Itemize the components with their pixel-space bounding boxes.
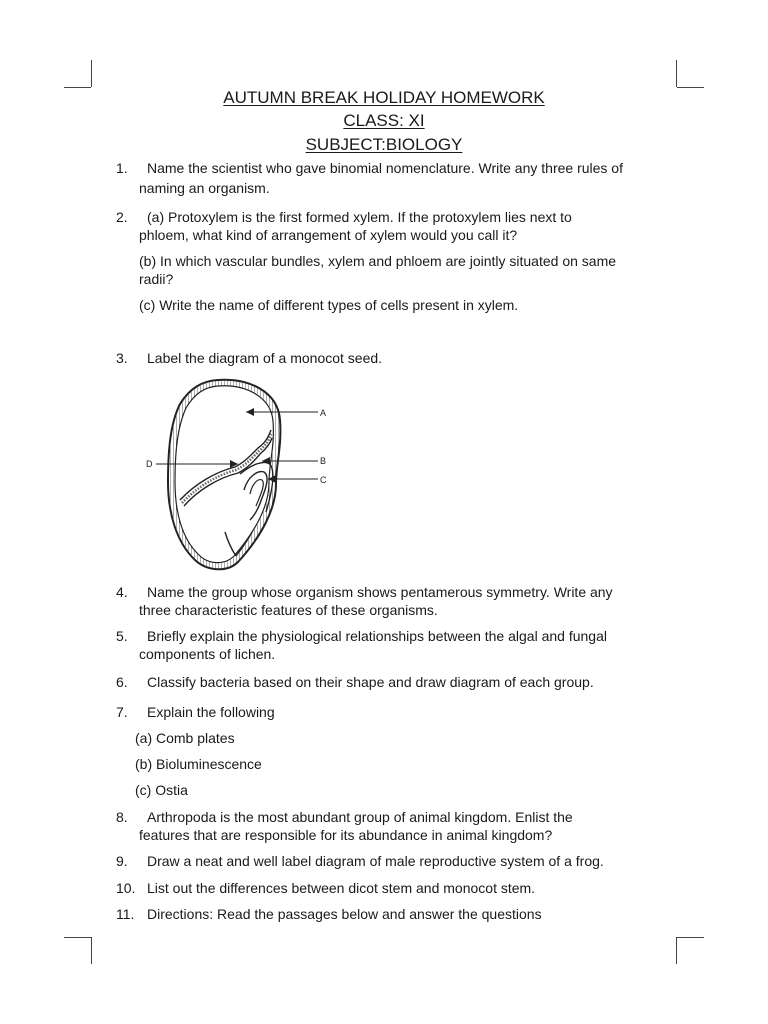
question-5-text: Briefly explain the physiological relationships between the algal and fungal <box>147 628 607 644</box>
label-b: B <box>320 456 327 466</box>
label-c: C <box>320 475 327 485</box>
title-line-1: AUTUMN BREAK HOLIDAY HOMEWORK <box>223 88 545 107</box>
question-number: 8. <box>116 809 128 825</box>
question-2b-text-cont: radii? <box>139 271 174 287</box>
question-number: 7. <box>116 704 128 720</box>
crop-mark-bottom-left-v <box>91 937 92 964</box>
question-2c-text: (c) Write the name of different types of cells present in xylem. <box>139 297 519 313</box>
question-2a-text: (a) Protoxylem is the first formed xylem. If the protoxylem lies next to <box>147 209 572 225</box>
label-d: D <box>146 459 153 469</box>
question-1-text-cont: naming an organism. <box>139 180 270 196</box>
question-number: 11. <box>116 906 135 922</box>
crop-mark-bottom-right-v <box>676 937 677 964</box>
question-number: 2. <box>116 209 128 225</box>
question-7-text: Explain the following <box>147 704 275 720</box>
question-4-text-cont: three characteristic features of these organisms. <box>139 602 438 618</box>
question-3-text: Label the diagram of a monocot seed. <box>147 350 383 366</box>
question-2b-text: (b) In which vascular bundles, xylem and phloem are jointly situated on same <box>139 253 617 269</box>
question-7a-text: (a) Comb plates <box>135 730 235 746</box>
question-number: 5. <box>116 628 128 644</box>
question-4-text: Name the group whose organism shows pentamerous symmetry. Write any <box>147 584 613 600</box>
question-number: 6. <box>116 674 128 690</box>
question-number: 3. <box>116 350 128 366</box>
question-5-text-cont: components of lichen. <box>139 646 276 662</box>
question-8-text: Arthropoda is the most abundant group of animal kingdom. Enlist the <box>147 809 573 825</box>
question-number: 4. <box>116 584 128 600</box>
question-9-text: Draw a neat and well label diagram of male reproductive system of a frog. <box>147 853 604 869</box>
question-6-text: Classify bacteria based on their shape and draw diagram of each group. <box>147 674 594 690</box>
title-line-2: CLASS: XI <box>343 111 425 130</box>
label-a: A <box>320 408 327 418</box>
question-8-text-cont: features that are responsible for its abundance in animal kingdom? <box>139 827 553 843</box>
crop-mark-bottom-right-h <box>677 937 704 938</box>
question-7b-text: (b) Bioluminescence <box>135 756 262 772</box>
question-11-text: Directions: Read the passages below and answer the questions <box>147 906 542 922</box>
question-number: 10. <box>116 880 136 896</box>
crop-mark-top-left-v <box>91 60 92 87</box>
question-number: 1. <box>116 160 128 176</box>
question-10-text: List out the differences between dicot stem and monocot stem. <box>147 880 536 896</box>
title-line-3: SUBJECT:BIOLOGY <box>305 135 463 154</box>
question-number: 9. <box>116 853 128 869</box>
monocot-seed-diagram <box>140 372 340 577</box>
question-2a-text-cont: phloem, what kind of arrangement of xylem would you call it? <box>139 227 518 243</box>
crop-mark-bottom-left-h <box>64 937 91 938</box>
question-1-text: Name the scientist who gave binomial nomenclature. Write any three rules of <box>147 160 623 176</box>
question-7c-text: (c) Ostia <box>135 782 188 798</box>
crop-mark-top-right-v <box>676 60 677 87</box>
endosperm-boundary <box>180 430 271 500</box>
